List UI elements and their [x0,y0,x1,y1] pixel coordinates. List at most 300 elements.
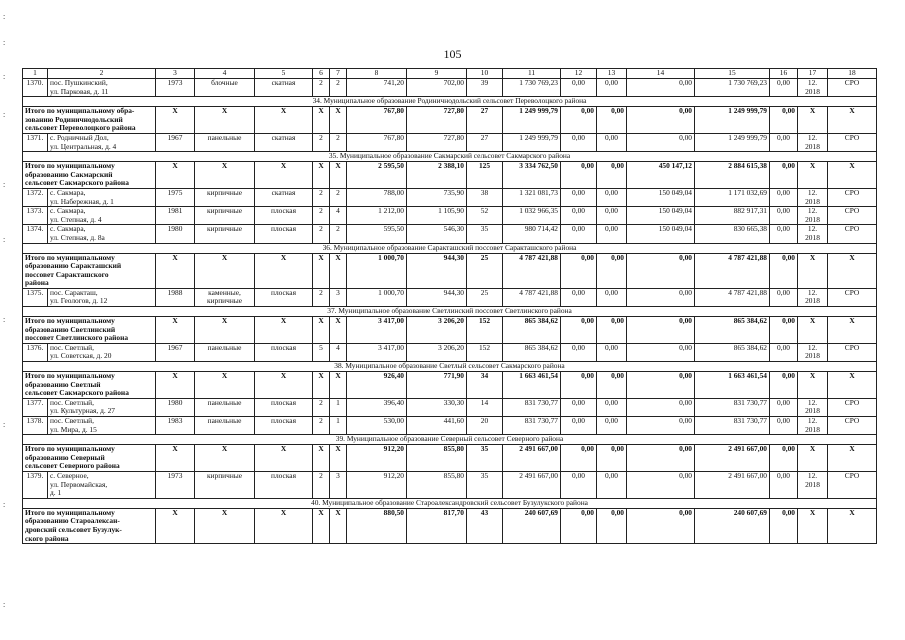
table-cell: 0,00 [561,133,597,151]
table-cell: кирпичные [195,471,255,498]
table-cell: 926,40 [347,372,407,399]
section-header-row [23,152,877,162]
table-cell: 0,00 [770,79,798,97]
table-cell: 37. Муниципальное образование Светлинский поссовет Светлинского района [23,307,877,317]
table-cell: 1377. [23,398,48,416]
table-cell: X [255,317,313,344]
table-cell: 38 [467,188,503,206]
table-cell: 944,30 [407,253,467,288]
table-cell: с. Сакмара, ул. Степная, д. 4 [48,207,156,225]
table-cell: 2 [313,79,330,97]
table-cell: 865 384,62 [695,317,770,344]
table-cell: X [330,107,347,134]
table-cell: 15 [695,69,770,79]
table-cell: плоская [255,417,313,435]
table-cell: 1374. [23,225,48,243]
table-cell: 10 [467,69,503,79]
table-cell: X [330,317,347,344]
table-cell: X [828,253,877,288]
table-cell: 38. Муниципальное образование Светлый сельсовет Сакмарского района [23,362,877,372]
table-cell: 20 [467,417,503,435]
table-cell: X [330,253,347,288]
table-cell: 0,00 [561,445,597,472]
table-cell: 0,00 [627,107,695,134]
table-cell: 767,80 [347,133,407,151]
table-cell: X [828,162,877,189]
table-cell: 152 [467,343,503,361]
table-cell: 12. 2018 [798,207,828,225]
table-cell: 0,00 [597,188,627,206]
table-row [23,225,877,243]
table-cell: X [330,372,347,399]
section-header-row [23,362,877,372]
table-cell: 12. 2018 [798,398,828,416]
table-cell: 0,00 [770,207,798,225]
table-cell: 831 730,77 [695,398,770,416]
table-cell: Итого по муниципальному образованию Саракташский поссовет Саракташского района [23,253,156,288]
table-cell: СРО [828,133,877,151]
table-cell: 817,70 [407,508,467,543]
table-cell: 2 491 667,00 [503,471,561,498]
table-cell: 0,00 [627,343,695,361]
table-cell: 8 [347,69,407,79]
table-cell: 1 [330,417,347,435]
table-cell: 3 206,20 [407,343,467,361]
table-cell: X [313,445,330,472]
table-cell: 441,60 [407,417,467,435]
table-cell: 0,00 [770,107,798,134]
table-cell: 35 [467,445,503,472]
table-cell: 1 [330,398,347,416]
table-cell: 1981 [156,207,195,225]
table-cell: X [828,445,877,472]
table-row [23,79,877,97]
table-cell: 12. 2018 [798,188,828,206]
table-cell: 1 730 769,23 [503,79,561,97]
table-cell: 741,20 [347,79,407,97]
section-header-row [23,307,877,317]
table-cell: 43 [467,508,503,543]
table-cell: 831 730,77 [695,417,770,435]
total-row [23,107,877,134]
table-cell: 1378. [23,417,48,435]
table-cell: 1371. [23,133,48,151]
table-cell: X [195,445,255,472]
table-cell: 944,30 [407,288,467,306]
table-cell: 0,00 [770,471,798,498]
table-cell: 1988 [156,288,195,306]
table-cell: 3 206,20 [407,317,467,344]
table-cell: пос. Светлый, ул. Культурная, д. 27 [48,398,156,416]
table-cell: 1 249 999,79 [503,107,561,134]
table-cell: 4 787 421,88 [503,288,561,306]
table-cell: 9 [407,69,467,79]
table-cell: 912,20 [347,445,407,472]
table-cell: 0,00 [597,417,627,435]
table-cell: 0,00 [597,471,627,498]
table-cell: 0,00 [770,188,798,206]
table-cell: 0,00 [770,317,798,344]
table-cell: 0,00 [597,162,627,189]
table-cell: 1980 [156,398,195,416]
table-cell: 2 [313,471,330,498]
table-cell: 0,00 [627,445,695,472]
table-cell: 0,00 [770,445,798,472]
table-cell: X [313,253,330,288]
table-cell: 14 [467,398,503,416]
table-cell: 0,00 [627,471,695,498]
table-cell: X [798,372,828,399]
table-cell: 1 171 032,69 [695,188,770,206]
table-cell: 0,00 [561,162,597,189]
table-cell: 0,00 [770,133,798,151]
table-cell: 12. 2018 [798,79,828,97]
table-cell: 1 212,00 [347,207,407,225]
table-cell: 6 [313,69,330,79]
table-cell: 5 [313,343,330,361]
table-cell: 52 [467,207,503,225]
table-cell: 882 917,31 [695,207,770,225]
table-cell: 1 249 999,79 [695,107,770,134]
table-cell: 0,00 [627,253,695,288]
table-cell: пос. Пушкинский, ул. Парковая, д. 11 [48,79,156,97]
table-cell: 1372. [23,188,48,206]
table-row [23,398,877,416]
table-cell: 0,00 [597,107,627,134]
table-cell: 1 321 081,73 [503,188,561,206]
table-cell: 2 [313,225,330,243]
table-cell: X [195,372,255,399]
table-cell: X [156,107,195,134]
section-header-row [23,498,877,508]
table-cell: 0,00 [627,417,695,435]
table-row [23,417,877,435]
table-cell: 150 049,04 [627,188,695,206]
table-cell: 0,00 [597,317,627,344]
table-cell: кирпичные [195,188,255,206]
table-cell: 0,00 [561,317,597,344]
table-cell: плоская [255,343,313,361]
table-cell: X [330,445,347,472]
table-cell: 831 730,77 [503,417,561,435]
table-cell: 0,00 [770,225,798,243]
table-cell: X [828,317,877,344]
table-cell: СРО [828,79,877,97]
table-cell: 0,00 [597,445,627,472]
table-cell: 0,00 [770,372,798,399]
table-cell: X [798,253,828,288]
table-cell: 0,00 [627,508,695,543]
table-cell: СРО [828,207,877,225]
table-cell: 2 491 667,00 [695,445,770,472]
table-cell: 980 714,42 [503,225,561,243]
table-cell: 0,00 [561,225,597,243]
table-cell: 2 [330,133,347,151]
table-row [23,343,877,361]
table-cell: X [313,508,330,543]
table-cell: 12. 2018 [798,471,828,498]
table-cell: с. Сакмара, ул. Степная, д. 8а [48,225,156,243]
table-cell: 3 [330,288,347,306]
table-cell: 0,00 [561,288,597,306]
table-cell: 767,80 [347,107,407,134]
table-cell: 2 [313,398,330,416]
table-cell: 530,00 [347,417,407,435]
table-cell: 34. Муниципальное образование Родиничнодольский сельсовет Переволоцкого района [23,97,877,107]
table-cell: Итого по муниципальному образованию Светлинский поссовет Светлинского района [23,317,156,344]
table-cell: 1 000,70 [347,288,407,306]
table-cell: 788,00 [347,188,407,206]
table-cell: 0,00 [561,471,597,498]
table-cell: 12. 2018 [798,343,828,361]
table-cell: X [798,508,828,543]
table-cell: скатная [255,188,313,206]
table-cell: 0,00 [770,288,798,306]
table-cell: 0,00 [770,398,798,416]
table-row [23,188,877,206]
table-cell: 880,50 [347,508,407,543]
table-cell: 0,00 [627,288,695,306]
table-cell: плоская [255,207,313,225]
table-cell: панельные [195,133,255,151]
table-cell: X [195,107,255,134]
table-cell: 0,00 [770,343,798,361]
table-cell: X [798,317,828,344]
table-cell: 0,00 [597,225,627,243]
table-cell: X [313,162,330,189]
section-header-row [23,97,877,107]
table-cell: плоская [255,225,313,243]
table-cell: с. Северное, ул. Первомайская, д. 1 [48,471,156,498]
table-cell: 34 [467,372,503,399]
table-cell: 3 334 762,50 [503,162,561,189]
table-cell: 1 032 966,35 [503,207,561,225]
table-cell: 4 787 421,88 [503,253,561,288]
table-cell: X [195,162,255,189]
table-cell: 735,90 [407,188,467,206]
table-cell: 3 417,00 [347,343,407,361]
table-cell: 36. Муниципальное образование Саракташский поссовет Саракташского района [23,243,877,253]
section-header-row [23,243,877,253]
table-cell: 0,00 [627,79,695,97]
table-cell: 1 000,70 [347,253,407,288]
table-cell: X [313,107,330,134]
table-cell: 546,30 [407,225,467,243]
table-cell: 4 787 421,88 [695,288,770,306]
table-cell: 0,00 [770,417,798,435]
table-cell: 27 [467,107,503,134]
table-cell: 0,00 [561,508,597,543]
table-cell: плоская [255,471,313,498]
table-cell: 1 [23,69,48,79]
table-cell: 1975 [156,188,195,206]
table-cell: X [828,508,877,543]
table-cell: 4 [195,69,255,79]
total-row [23,445,877,472]
table-cell: панельные [195,343,255,361]
table-cell: СРО [828,417,877,435]
table-cell: 1967 [156,133,195,151]
table-cell: 1 730 769,23 [695,79,770,97]
table-cell: с. Родничный Дол, ул. Центральная, д. 4 [48,133,156,151]
table-cell: 14 [627,69,695,79]
table-cell: 595,50 [347,225,407,243]
table-cell: 450 147,12 [627,162,695,189]
table-cell: 1379. [23,471,48,498]
table-cell: 12. 2018 [798,417,828,435]
table-cell: пос. Светлый, ул. Советская, д. 20 [48,343,156,361]
table-cell: 1375. [23,288,48,306]
table-cell: 0,00 [561,372,597,399]
table-cell: 25 [467,288,503,306]
table-cell: 27 [467,133,503,151]
table-cell: панельные [195,417,255,435]
table-cell: 0,00 [597,343,627,361]
table-cell: 11 [503,69,561,79]
table-cell: 702,00 [407,79,467,97]
table-cell: панельные [195,398,255,416]
table-cell: 1980 [156,225,195,243]
table-cell: кирпичные [195,207,255,225]
table-cell: 727,80 [407,133,467,151]
table-cell: 16 [770,69,798,79]
table-cell: X [255,162,313,189]
table-cell: СРО [828,225,877,243]
table-cell: 39 [467,79,503,97]
table-cell: 12. 2018 [798,133,828,151]
table-cell: 1 249 999,79 [695,133,770,151]
table-cell: 0,00 [561,398,597,416]
table-cell: 12. 2018 [798,225,828,243]
table-cell: 0,00 [561,207,597,225]
table-cell: 830 665,38 [695,225,770,243]
table-cell: 4 [330,207,347,225]
table-cell: 4 [330,343,347,361]
table-cell: 1 249 999,79 [503,133,561,151]
table-cell: Итого по муниципальному обра- зованию Родиничнодольский сельсовет Переволоцкого района [23,107,156,134]
table-cell: 0,00 [597,398,627,416]
margin-marks: : : : : : : : : : : [3,12,6,609]
table-cell: СРО [828,288,877,306]
table-cell: 35. Муниципальное образование Сакмарский сельсовет Сакмарского района [23,152,877,162]
table-cell: X [195,508,255,543]
table-cell: 771,90 [407,372,467,399]
table-cell: 0,00 [770,253,798,288]
table-cell: 2 388,10 [407,162,467,189]
table-cell: 0,00 [597,207,627,225]
table-cell: X [330,162,347,189]
table-cell: блочные [195,79,255,97]
table-cell: 2 [48,69,156,79]
table-cell: X [255,372,313,399]
table-cell: X [255,253,313,288]
table-cell: 3 [330,471,347,498]
table-cell: 40. Муниципальное образование Староалександровский сельсовет Бузулукского района [23,498,877,508]
table-cell: X [195,317,255,344]
table-cell: 865 384,62 [503,317,561,344]
table-cell: 13 [597,69,627,79]
total-row [23,253,877,288]
table-cell: 0,00 [770,162,798,189]
table-cell: 831 730,77 [503,398,561,416]
table-cell: 0,00 [561,417,597,435]
table-cell: 0,00 [561,343,597,361]
table-cell: 0,00 [770,508,798,543]
table-cell: 125 [467,162,503,189]
table-cell: 5 [255,69,313,79]
total-row [23,372,877,399]
table-cell: 0,00 [561,79,597,97]
table-row [23,471,877,498]
table-cell: X [798,445,828,472]
table-cell: 865 384,62 [503,343,561,361]
table-cell: 2 [330,225,347,243]
table-cell: 855,80 [407,445,467,472]
table-cell: 1376. [23,343,48,361]
table-cell: 396,40 [347,398,407,416]
table-cell: скатная [255,133,313,151]
table-cell: 912,20 [347,471,407,498]
table-cell: X [156,253,195,288]
table-cell: 152 [467,317,503,344]
table-cell: 0,00 [561,107,597,134]
total-row [23,162,877,189]
table-cell: 2 491 667,00 [695,471,770,498]
registry-body [23,69,877,544]
total-row [23,317,877,344]
table-cell: 1 663 461,54 [695,372,770,399]
table-cell: 0,00 [597,288,627,306]
registry-table [22,68,877,544]
page-number: 105 [443,47,462,61]
table-cell: 1973 [156,471,195,498]
table-cell: скатная [255,79,313,97]
table-cell: X [156,317,195,344]
table-cell: 240 607,69 [695,508,770,543]
table-cell: 1973 [156,79,195,97]
table-cell: 1373. [23,207,48,225]
table-cell: X [156,508,195,543]
table-cell: 4 787 421,88 [695,253,770,288]
table-cell: СРО [828,471,877,498]
table-cell: плоская [255,398,313,416]
table-cell: Итого по муниципальному образованию Светлый сельсовет Сакмарского района [23,372,156,399]
table-cell: 1 663 461,54 [503,372,561,399]
table-cell: X [798,107,828,134]
table-cell: СРО [828,398,877,416]
table-cell: 150 049,04 [627,207,695,225]
table-row [23,133,877,151]
table-cell: X [798,162,828,189]
table-cell: X [255,508,313,543]
table-cell: X [156,162,195,189]
table-cell: 2 491 667,00 [503,445,561,472]
table-cell: 2 [330,79,347,97]
table-cell: 2 [313,417,330,435]
table-cell: 35 [467,225,503,243]
table-cell: X [156,445,195,472]
table-cell: 25 [467,253,503,288]
table-cell: 865 384,62 [695,343,770,361]
table-cell: 0,00 [597,372,627,399]
table-cell: 1370. [23,79,48,97]
table-row [23,207,877,225]
table-cell: 0,00 [597,508,627,543]
table-cell: 2 [313,288,330,306]
table-cell: 3 [156,69,195,79]
table-cell: 0,00 [627,398,695,416]
table-cell: 855,80 [407,471,467,498]
